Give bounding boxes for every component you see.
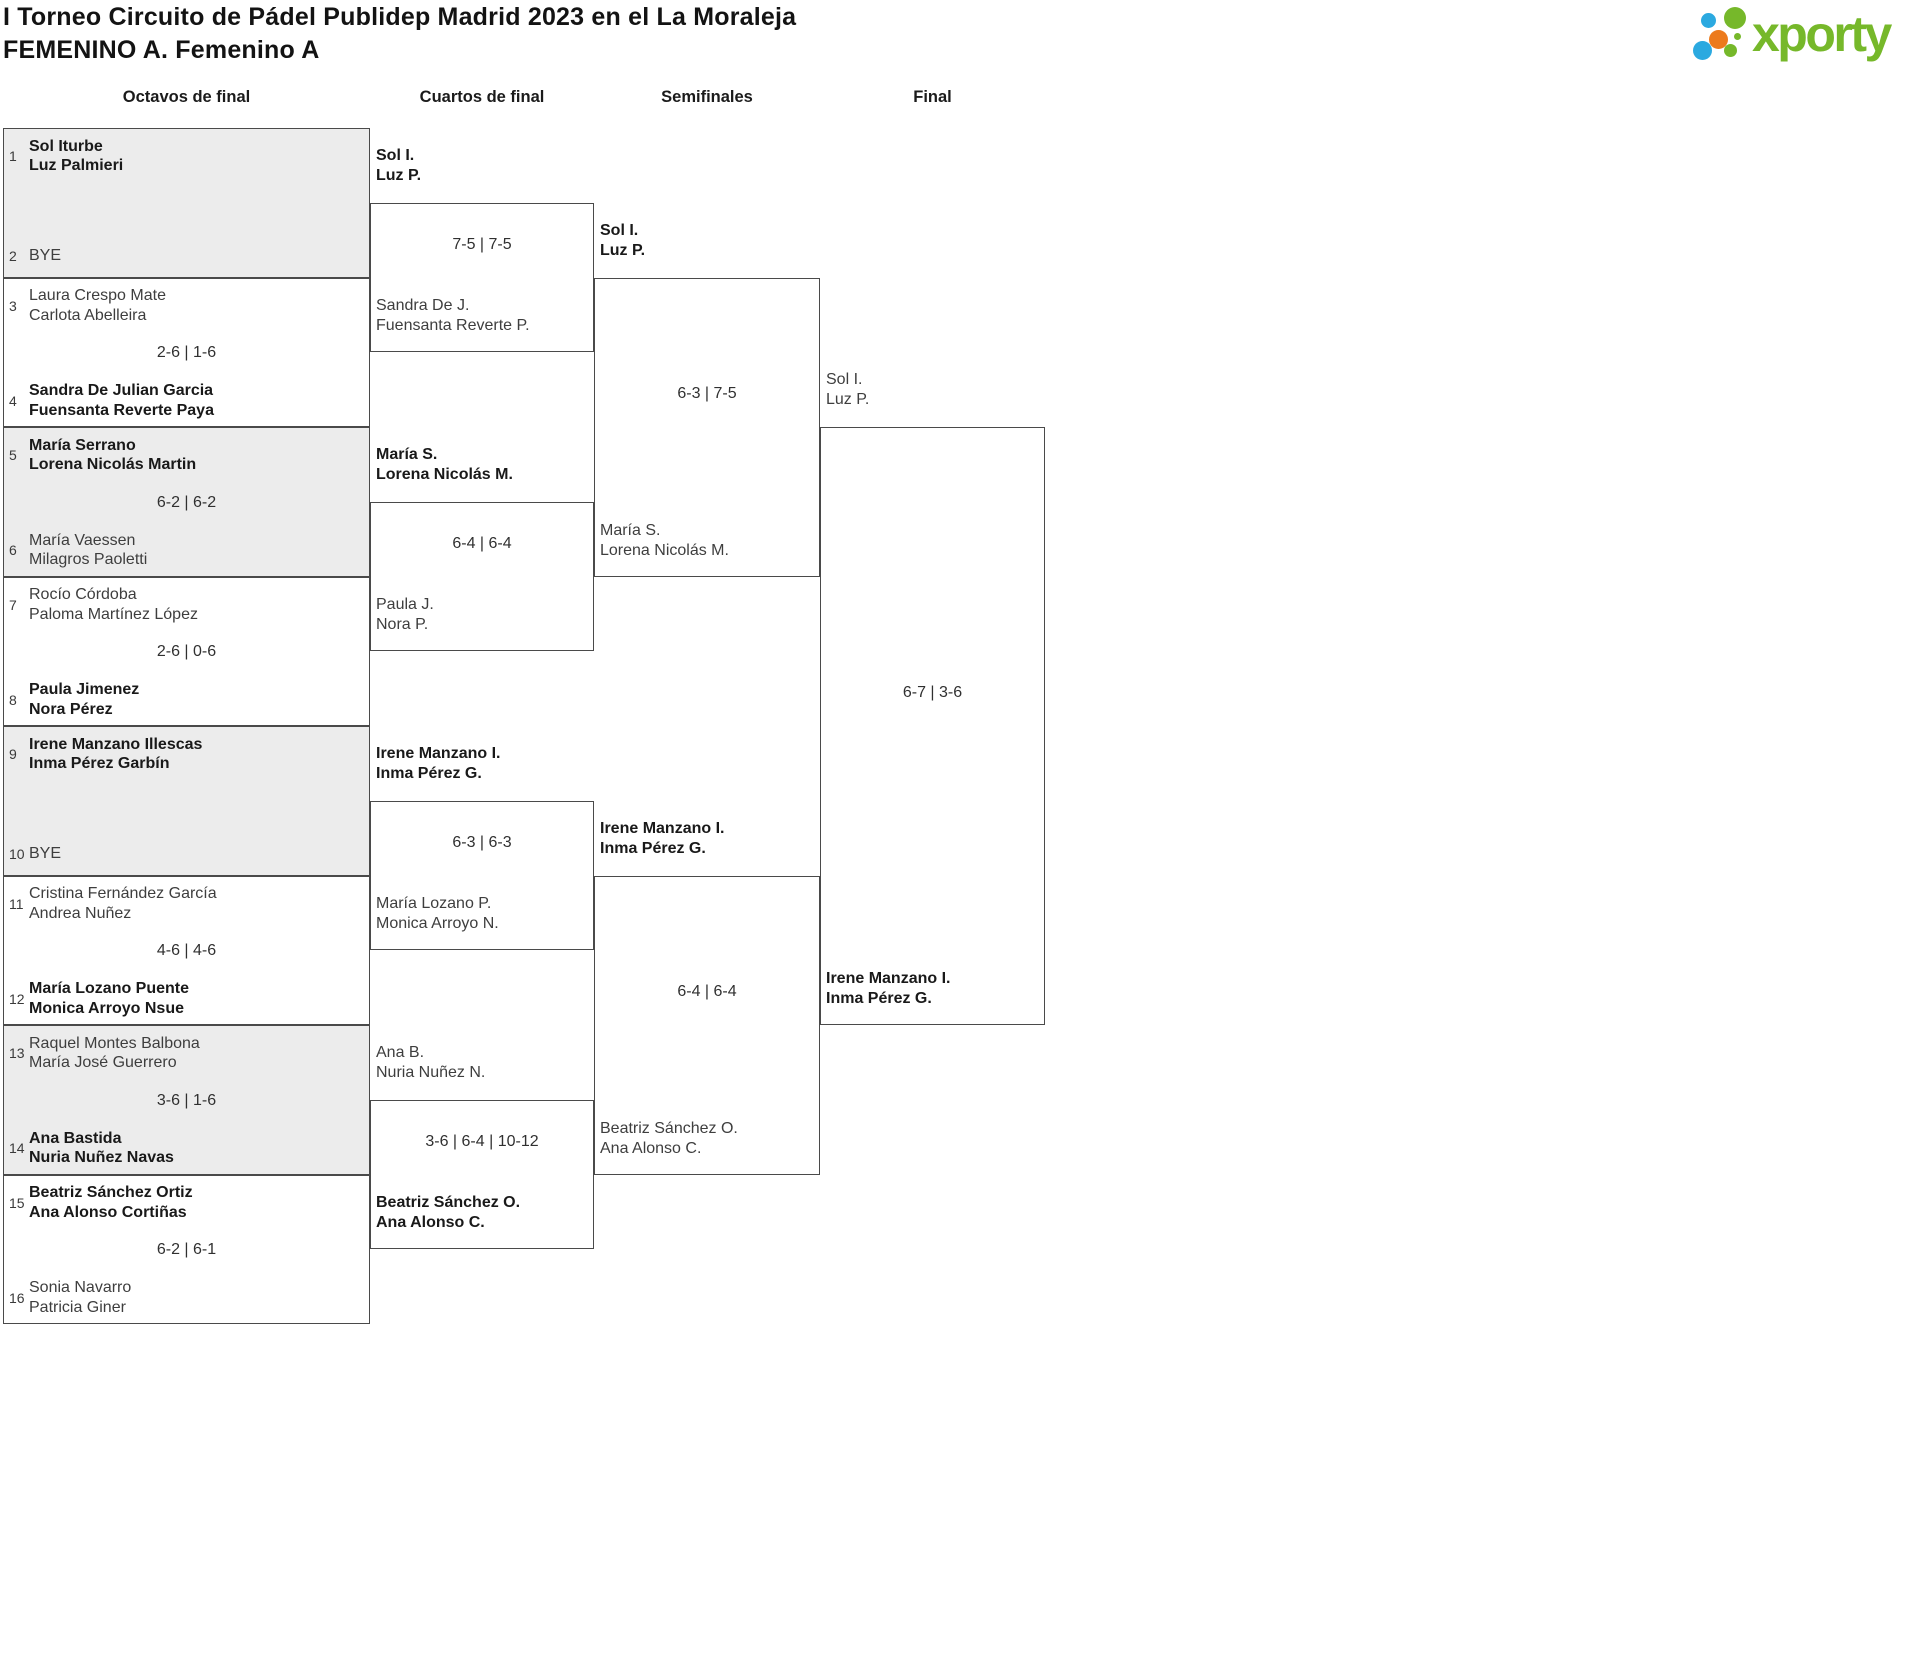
team-names <box>29 1180 193 1226</box>
player-name: Luz Palmieri <box>29 157 124 174</box>
player-name: Inma Pérez Garbín <box>29 755 170 772</box>
seed-number: 10 <box>9 846 25 862</box>
player-name: María Lozano Puente <box>29 980 190 997</box>
player-name: Nuria Nuñez Navas <box>29 1149 174 1166</box>
sf2-team-top <box>600 819 724 859</box>
r16-match-1 <box>3 128 370 278</box>
logo-dot-icon <box>1724 7 1746 29</box>
page-title <box>3 1 796 67</box>
seed-number: 3 <box>9 297 17 314</box>
player-name: Ana Alonso C. <box>600 1139 702 1157</box>
match-score: 3-6 | 6-4 | 10-12 <box>425 1132 539 1150</box>
r16-match-6 <box>3 876 370 1026</box>
seed-number: 9 <box>9 746 17 762</box>
team-slot <box>4 527 369 573</box>
player-name: María Vaessen <box>29 531 136 549</box>
player-name: Paula J. <box>376 596 434 614</box>
player-name: María José Guerrero <box>29 1054 177 1071</box>
team-names <box>29 976 189 1022</box>
team-names <box>29 133 123 179</box>
team-names <box>29 731 202 777</box>
player-name: Ana Bastida <box>29 1129 122 1147</box>
player-name: Ana Alonso Cortiñas <box>29 1203 187 1221</box>
player-name: Inma Pérez G. <box>376 764 482 782</box>
player-name: Monica Arroyo Nsue <box>29 999 184 1017</box>
final-match-box <box>820 427 1045 1025</box>
team-slot <box>4 1275 369 1321</box>
team-slot <box>4 1125 369 1171</box>
match-score: 7-5 | 7-5 <box>452 235 512 253</box>
team-names <box>29 1125 174 1171</box>
logo-wordmark: xporty <box>1752 6 1890 62</box>
player-name: Sol I. <box>376 146 415 164</box>
player-name: Irene Manzano Illescas <box>29 735 203 753</box>
sf2-team-bottom <box>600 1119 738 1159</box>
player-name: Raquel Montes Balbona <box>29 1034 200 1052</box>
team-names <box>29 1030 200 1076</box>
team-names <box>29 677 139 723</box>
r16-match-3 <box>3 427 370 577</box>
player-name: Beatriz Sánchez O. <box>600 1119 738 1137</box>
player-name: María Lozano P. <box>376 895 492 913</box>
bye-label: BYE <box>29 247 62 265</box>
sf1-team-top <box>600 221 645 261</box>
seed-number: 8 <box>9 691 17 708</box>
seed-number: 16 <box>9 1289 25 1306</box>
seed-number: 12 <box>9 990 25 1007</box>
match-score: 2-6 | 1-6 <box>156 344 217 361</box>
player-name: Lorena Nicolás M. <box>600 541 729 559</box>
player-name: Beatriz Sánchez Ortiz <box>29 1184 193 1201</box>
qf1-team-top <box>376 146 421 186</box>
player-name: Irene Manzano I. <box>826 970 951 987</box>
seed-number: 5 <box>9 447 17 463</box>
r16-match-7 <box>3 1025 370 1175</box>
team-slot <box>4 840 369 868</box>
seed-number: 11 <box>9 895 24 912</box>
round-header-cuartos: Cuartos de final <box>419 88 545 106</box>
team-slot <box>4 677 369 723</box>
seed-number: 6 <box>9 542 17 558</box>
player-name: Ana B. <box>376 1043 425 1061</box>
team-slot <box>4 133 369 179</box>
seed-number: 7 <box>9 596 17 613</box>
match-score: 6-4 | 6-4 <box>452 534 512 552</box>
team-slot <box>4 242 369 270</box>
team-slot <box>4 731 369 777</box>
player-name: Cristina Fernández García <box>29 885 217 902</box>
match-score: 4-6 | 4-6 <box>156 942 217 959</box>
bye-label: BYE <box>29 845 62 863</box>
match-score: 6-2 | 6-2 <box>156 493 217 511</box>
r16-match-5 <box>3 726 370 876</box>
team-slot <box>4 1030 369 1076</box>
r16-match-4 <box>3 577 370 727</box>
player-name: Monica Arroyo N. <box>376 915 499 933</box>
match-score: 3-6 | 1-6 <box>156 1091 217 1109</box>
seed-number: 15 <box>9 1194 25 1211</box>
team-names <box>29 378 214 424</box>
r16-match-8 <box>3 1175 370 1325</box>
player-name: Rocío Córdoba <box>29 586 137 603</box>
match-score: 6-3 | 7-5 <box>677 385 737 402</box>
team-names <box>29 242 61 270</box>
player-name: Beatriz Sánchez O. <box>376 1194 521 1212</box>
match-score: 6-2 | 6-1 <box>156 1241 217 1258</box>
team-names <box>29 582 198 628</box>
seed-number: 4 <box>9 392 17 409</box>
player-name: Sol I. <box>826 371 863 388</box>
qf3-team-top <box>376 744 500 784</box>
team-names <box>29 881 217 927</box>
xporty-logo[interactable] <box>1688 0 1918 72</box>
qf4-team-bottom <box>376 1193 520 1233</box>
team-names <box>29 840 61 868</box>
final-team-top <box>826 370 869 410</box>
player-name: Sol I. <box>600 221 639 239</box>
player-name: Inma Pérez G. <box>600 839 706 857</box>
logo-dot-icon <box>1724 44 1737 57</box>
player-name: Patricia Giner <box>29 1298 126 1316</box>
match-score: 6-4 | 6-4 <box>677 983 737 1000</box>
team-names <box>29 283 166 329</box>
player-name: Ana Alonso C. <box>376 1214 485 1232</box>
team-slot <box>4 378 369 424</box>
round-header-final: Final <box>913 88 952 106</box>
player-name: Laura Crespo Mate <box>29 287 166 304</box>
player-name: Inma Pérez G. <box>826 990 932 1007</box>
match-score: 6-7 | 3-6 <box>902 684 963 701</box>
player-name: Lorena Nicolás M. <box>376 465 513 483</box>
team-slot <box>4 582 369 628</box>
sf1-team-bottom <box>600 521 729 561</box>
player-name: Nora P. <box>376 616 429 634</box>
player-name: Irene Manzano I. <box>600 819 725 837</box>
category-name: FEMENINO A. Femenino A <box>3 36 320 64</box>
team-names <box>29 432 196 478</box>
player-name: Sandra De Julian Garcia <box>29 382 214 399</box>
player-name: María S. <box>376 445 438 463</box>
logo-dot-icon <box>1701 13 1716 28</box>
player-name: Milagros Paoletti <box>29 551 148 568</box>
tournament-name: I Torneo Circuito de Pádel Publidep Madrid 2023 en el La Moraleja <box>3 3 797 31</box>
qf2-team-bottom <box>376 595 434 635</box>
player-name: Fuensanta Reverte Paya <box>29 401 214 419</box>
final-team-bottom <box>826 969 950 1009</box>
team-slot <box>4 1180 369 1226</box>
player-name: Andrea Nuñez <box>29 904 132 922</box>
team-slot <box>4 881 369 927</box>
seed-number: 1 <box>9 148 17 164</box>
player-name: María S. <box>600 521 661 539</box>
team-names <box>29 1275 131 1321</box>
player-name: Sol Iturbe <box>29 137 103 155</box>
player-name: Carlota Abelleira <box>29 306 147 324</box>
qf2-team-top <box>376 445 513 485</box>
team-slot <box>4 976 369 1022</box>
player-name: Nuria Nuñez N. <box>376 1063 486 1081</box>
match-score: 2-6 | 0-6 <box>156 643 217 660</box>
seed-number: 14 <box>9 1140 25 1156</box>
logo-dot-icon <box>1693 41 1712 60</box>
qf4-team-top <box>376 1043 485 1083</box>
seed-number: 2 <box>9 248 17 264</box>
round-header-octavos: Octavos de final <box>122 88 251 106</box>
player-name: Luz P. <box>600 241 646 259</box>
player-name: Sonia Navarro <box>29 1279 132 1296</box>
player-name: Paula Jimenez <box>29 681 140 698</box>
match-score: 6-3 | 6-3 <box>452 833 512 851</box>
qf3-team-bottom <box>376 894 499 934</box>
player-name: Luz P. <box>376 166 422 184</box>
player-name: Lorena Nicolás Martin <box>29 456 197 473</box>
player-name: Luz P. <box>826 391 870 408</box>
player-name: Fuensanta Reverte P. <box>376 317 530 335</box>
r16-match-2 <box>3 278 370 428</box>
player-name: Nora Pérez <box>29 700 113 718</box>
player-name: Sandra De J. <box>376 297 470 315</box>
team-names <box>29 527 147 573</box>
logo-dot-icon <box>1734 33 1741 40</box>
player-name: María Serrano <box>29 436 136 454</box>
team-slot <box>4 432 369 478</box>
seed-number: 13 <box>9 1045 25 1061</box>
player-name: Paloma Martínez López <box>29 605 198 623</box>
round-header-semifinales: Semifinales <box>661 88 753 106</box>
player-name: Irene Manzano I. <box>376 744 501 762</box>
team-slot <box>4 283 369 329</box>
qf1-team-bottom <box>376 296 530 336</box>
